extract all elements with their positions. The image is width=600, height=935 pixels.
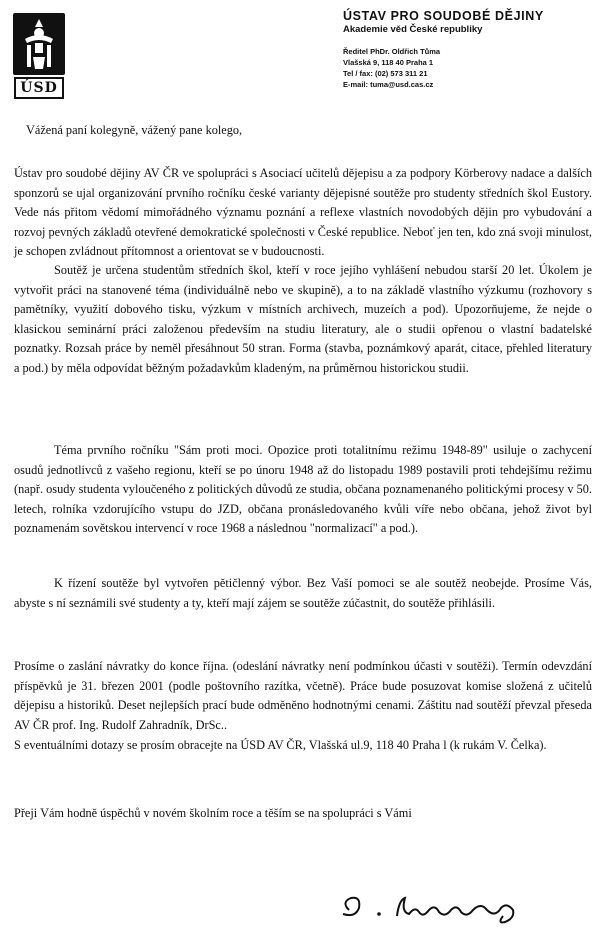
letterhead <box>343 9 593 90</box>
paragraph-theme: Téma prvního ročníku "Sám proti moci. Opozice proti totalitnímu režimu 1948-89" usiluje o zachycení osudů jednotlivců z vašeho regionu, kteří se po únoru 1948 až do listopadu 1989 postavili proti tehdejšímu režimu (např. osudy studenta vyloučeného z politických důvodů ze studia, občana poznamenaného politickými procesy v 50. letech, rolníka vzdorujícího vstupu do JZD, občana pronásledovaného kvůli víře nebo občana, jehož život byl poznamenám sovětskou intervencí v roce 1968 a následnou "normalizací" a pod.). <box>14 443 592 535</box>
salutation: Vážená paní kolegyně, vážený pane kolego, <box>26 123 243 137</box>
handwritten-signature <box>335 888 535 928</box>
director-line: Ředitel PhDr. Oldřich Tůma <box>343 47 441 56</box>
paragraph-contact: S eventuálními dotazy se prosím obracejte na ÚSD AV ČR, Vlašská ul.9, 118 40 Praha l (k rukám V. Čelka). <box>14 738 547 752</box>
address-line: Vlašská 9, 118 40 Praha 1 <box>343 58 434 67</box>
logo-wordmark: ÚSD <box>14 77 64 99</box>
paragraph-deadlines: Prosíme o zaslání návratky do konce října. (odeslání návratky není podmínkou účasti v soutěži). Termín odevzdání příspěvků je 31. březen 2001 (podle poštovního razítka, včetně). Práce bude posuzovat komise složená z učitelů dějepisu a historiků. Deset nejlepších prací bude odměněno hodnotnými cenami. Záštitu nad soutěží převzal přeseda AV ČR prof. Ing. Rudolf Zahradník, DrSc.. <box>14 659 592 732</box>
phone-line: Tel / fax: (02) 573 311 21 <box>343 69 428 78</box>
logo-emblem <box>13 13 65 75</box>
paragraph-eligibility: Soutěž je určena studentům středních škol, kteří v roce jejího vyhlášení nebudou starší 20 let. Úkolem je vytvořit práci na stanovené téma (individuálně nebo ve skupině), a to na základě vlastního výzkumu (rozhovory s pamětníky, využití dobového tisku, výzkum v místních archivech, muzeích a pod). Upozorňujeme, že nejde o klasickou seminární práci založenou především na studiu literatury, ale o studii opřenou o vlastní badatelské poznatky. Rozsah práce by neměl přesáhnout 50 stran. Forma (stavba, poznámkový aparát, citace, přehled literatury a pod.) by měla odpovídat běžným požadavkům kladeným, na průměrnou historickou studii. <box>14 263 592 375</box>
institute-name: ÚSTAV PRO SOUDOBÉ DĚJINY <box>343 9 544 23</box>
paragraph-intro: Ústav pro soudobé dějiny AV ČR ve spolupráci s Asociací učitelů dějepisu a za podpory Körberovy nadace a dalších sponzorů se ujal organizování prvního ročníku české varianty dějepisné soutěže pro studenty středních škol Eustory. Vede nás přitom vědomí mimořádného významu poznání a reflexe vlastních novodobých dějin pro vybudování a rozvoj pevných základů otevřené demokratické společnosti v České republice. Neboť jen ten, kdo zná svoji minulost, je schopen zvládnout přítomnost a orientovat se v budoucnosti. <box>14 166 592 258</box>
email-line: E-mail: tuma@usd.cas.cz <box>343 80 434 89</box>
institute-logo <box>13 13 65 99</box>
academy-name: Akademie věd České republiky <box>343 24 483 35</box>
paragraph-closing: Přeji Vám hodně úspěchů v novém školním roce a těším se na spolupráci s Vámi <box>14 806 412 820</box>
paragraph-committee: K řízení soutěže byl vytvořen pětičlenný výbor. Bez Vaší pomoci se ale soutěž neobejde. Prosíme Vás, abyste s ní seznámili své studenty a ty, kteří mají zájem se soutěže zúčastnit, do soutěže přihlásili. <box>14 576 592 610</box>
